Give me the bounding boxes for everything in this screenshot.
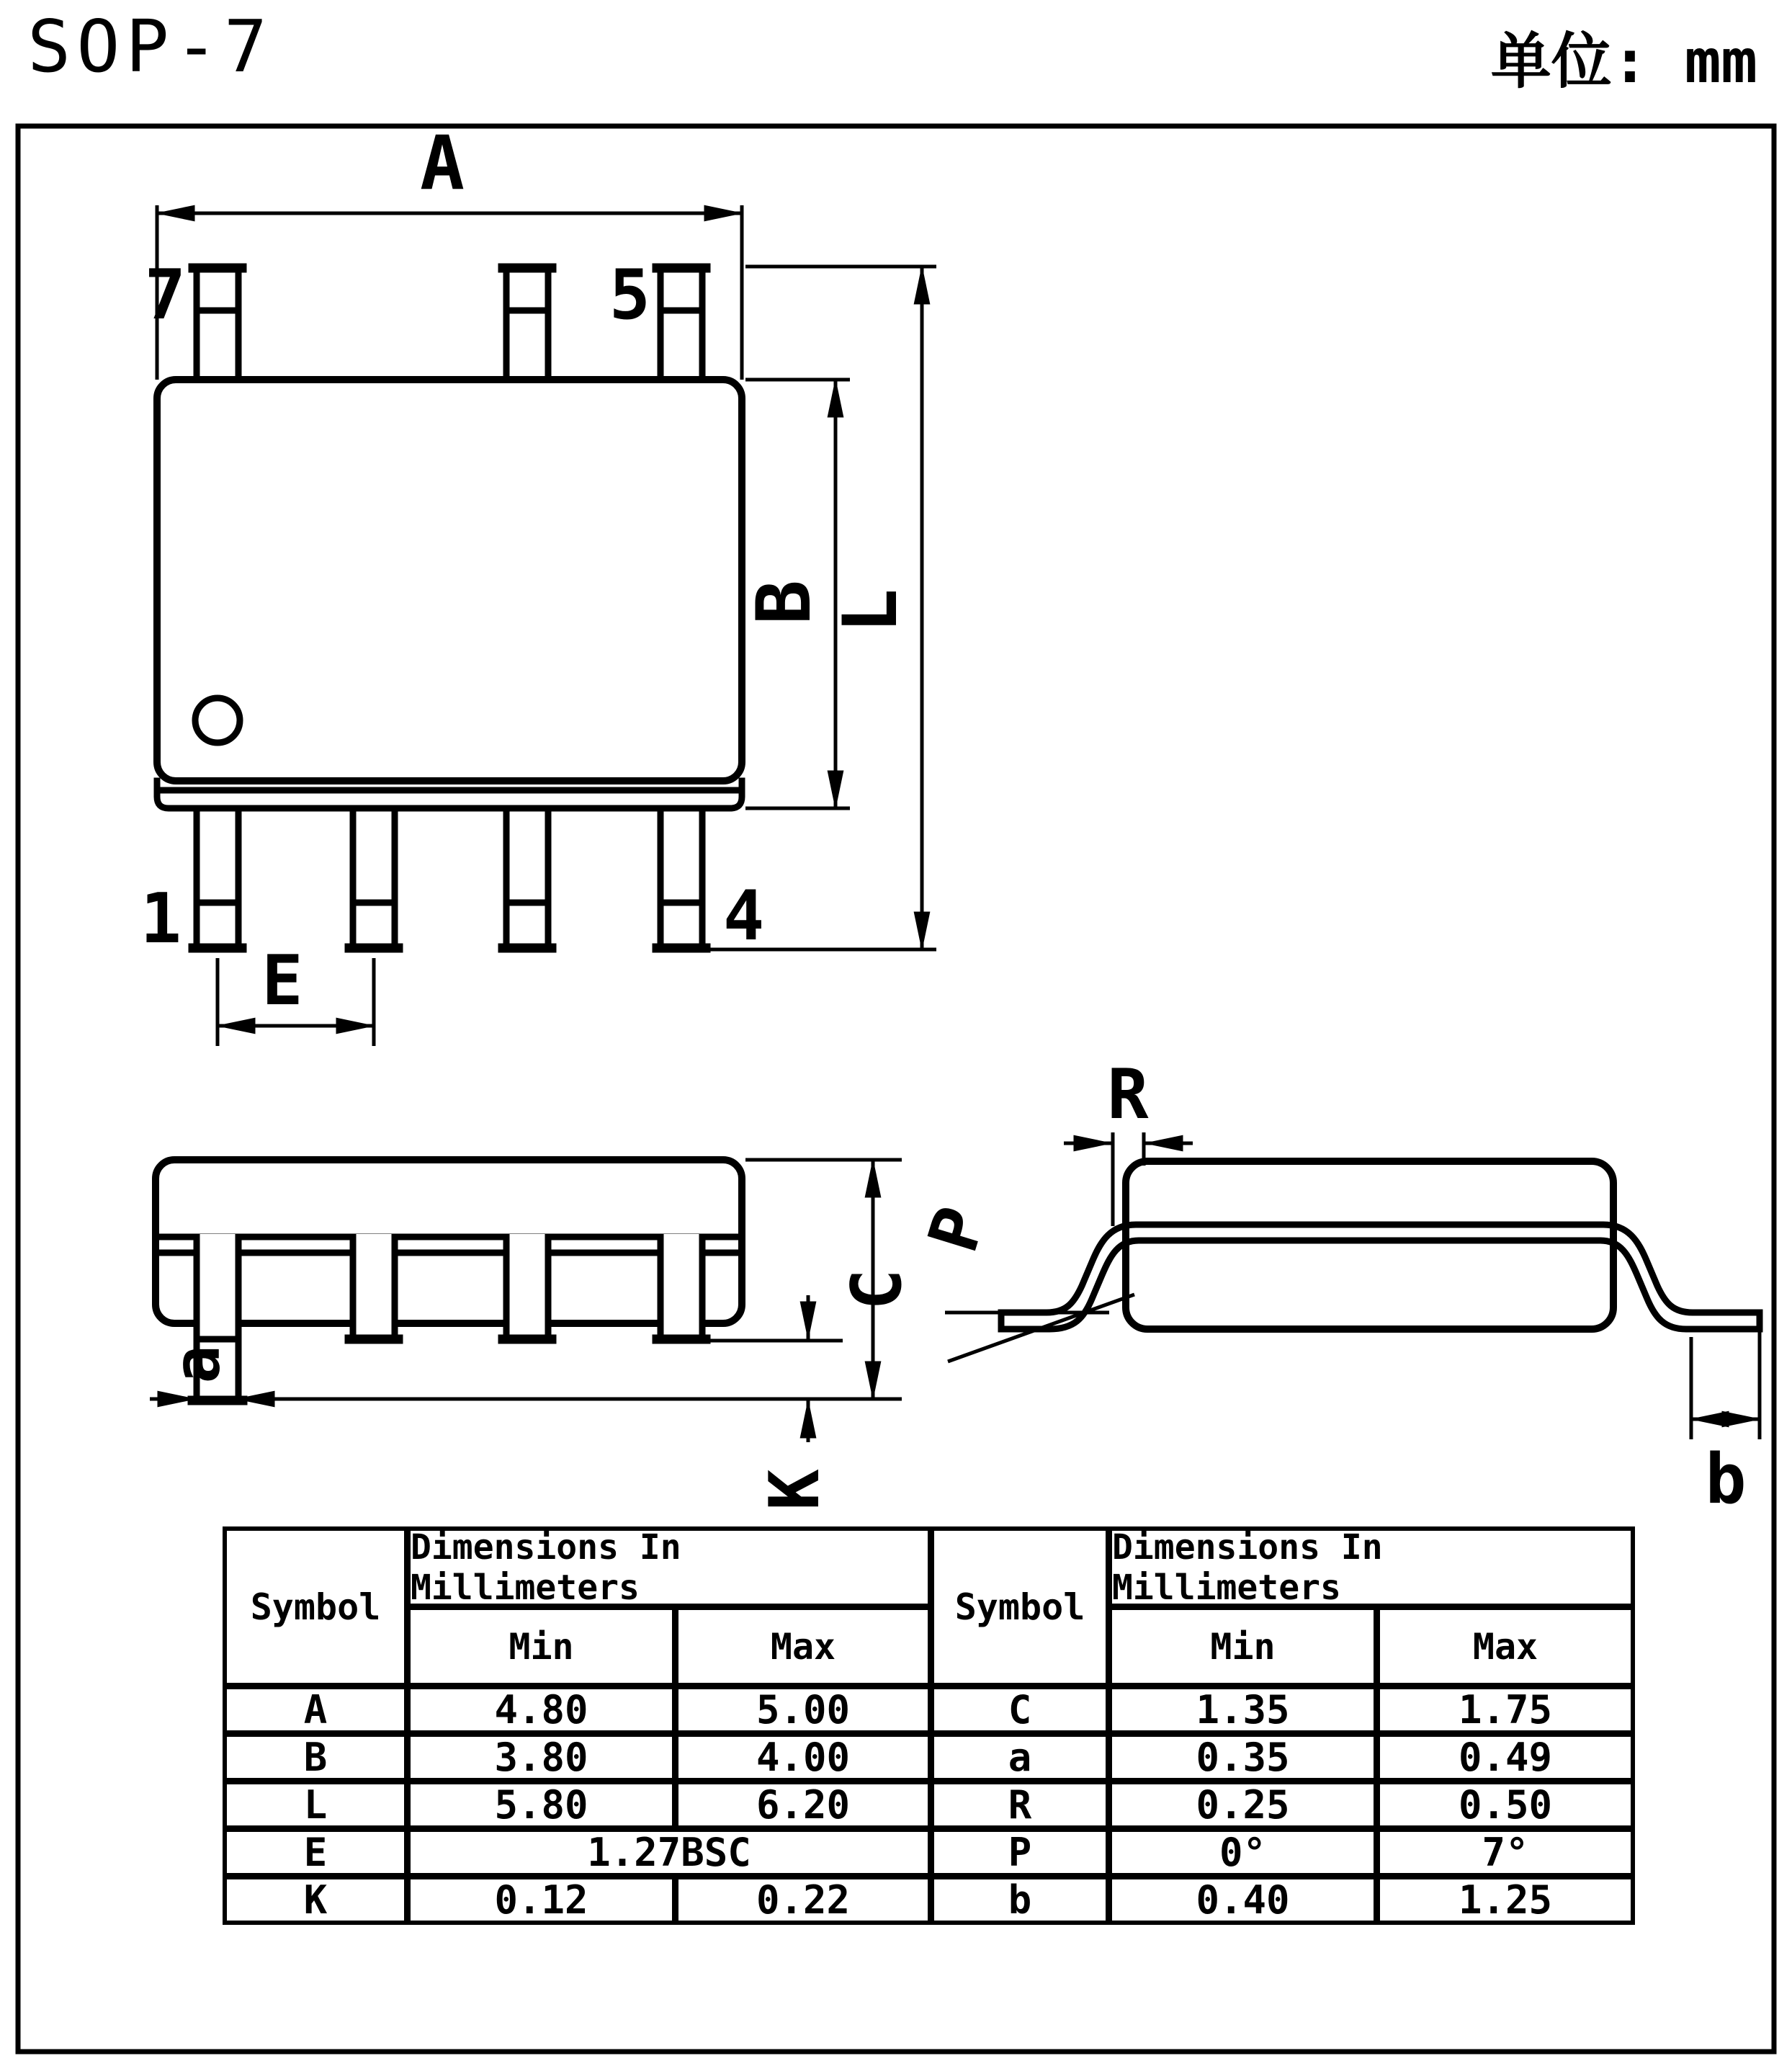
page-title: SOP-7 <box>27 4 274 89</box>
table-cell-symbol: P <box>934 1832 1106 1873</box>
dim-label-b: b <box>1705 1440 1747 1519</box>
table-cell-min: 0.40 <box>1112 1879 1374 1921</box>
table-cell-max: 0.49 <box>1380 1737 1631 1778</box>
dim-label-L: L <box>828 588 914 634</box>
table-header-symbol-right: Symbol <box>934 1531 1106 1683</box>
unit-label: 单位: mm <box>1490 26 1757 97</box>
table-cell-symbol: C <box>934 1689 1106 1730</box>
table-cell-symbol: b <box>934 1879 1106 1921</box>
table-cell-min: 1.35 <box>1112 1689 1374 1730</box>
dim-label-R: R <box>1107 1055 1149 1135</box>
table-header-min-left: Min <box>411 1610 672 1683</box>
side-view-body <box>1126 1161 1613 1329</box>
table-cell-symbol: a <box>934 1737 1106 1778</box>
table-cell-min: 0° <box>1112 1832 1374 1873</box>
pin-label-4: 4 <box>723 877 765 956</box>
top-view <box>140 120 936 1046</box>
table-cell-max: 4.00 <box>678 1737 928 1778</box>
dimension-table <box>223 1526 1635 1925</box>
table-cell-symbol: R <box>934 1784 1106 1825</box>
table-cell-symbol: L <box>227 1784 404 1825</box>
table-cell-min: 4.80 <box>411 1689 672 1730</box>
table-cell-symbol: K <box>227 1879 404 1921</box>
front-view <box>150 1160 917 1511</box>
table-cell-min: 3.80 <box>411 1737 672 1778</box>
table-cell-max: 0.22 <box>678 1879 928 1921</box>
table-header-dimensions-right: Dimensions In Millimeters <box>1112 1531 1631 1604</box>
table-cell-symbol: E <box>227 1832 404 1873</box>
dim-label-K: K <box>756 1469 835 1511</box>
front-view-body <box>156 1160 742 1323</box>
table-cell-symbol: A <box>227 1689 404 1730</box>
pin-label-5: 5 <box>609 256 650 335</box>
pin-label-7: 7 <box>144 256 186 335</box>
table-header-max-right: Max <box>1380 1610 1631 1683</box>
table-header-symbol-left: Symbol <box>227 1531 404 1683</box>
table-cell-symbol: B <box>227 1737 404 1778</box>
table-cell-min: 5.80 <box>411 1784 672 1825</box>
side-view <box>913 1055 1760 1519</box>
table-cell-max: 0.50 <box>1380 1784 1631 1825</box>
table-cell-min: 0.25 <box>1112 1784 1374 1825</box>
table-cell-min: 0.35 <box>1112 1737 1374 1778</box>
table-cell-span-value: 1.27BSC <box>411 1832 928 1873</box>
table-header-min-right: Min <box>1112 1610 1374 1683</box>
table-cell-max: 1.25 <box>1380 1879 1631 1921</box>
dim-label-E: E <box>261 942 303 1021</box>
table-header-dimensions-left: Dimensions In Millimeters <box>411 1531 928 1604</box>
table-cell-max: 5.00 <box>678 1689 928 1730</box>
table-cell-max: 6.20 <box>678 1784 928 1825</box>
pin-label-1: 1 <box>140 880 182 959</box>
table-cell-max: 7° <box>1380 1832 1631 1873</box>
table-header-max-left: Max <box>678 1610 928 1683</box>
bottom-pins <box>193 808 706 948</box>
dim-label-P: P <box>913 1198 1002 1261</box>
top-view-body <box>157 380 742 781</box>
dim-label-a: a <box>160 1345 234 1384</box>
dim-label-C: C <box>838 1269 917 1310</box>
dim-label-B: B <box>741 579 828 625</box>
table-cell-max: 1.75 <box>1380 1689 1631 1730</box>
table-cell-min: 0.12 <box>411 1879 672 1921</box>
dim-label-A: A <box>419 120 465 207</box>
